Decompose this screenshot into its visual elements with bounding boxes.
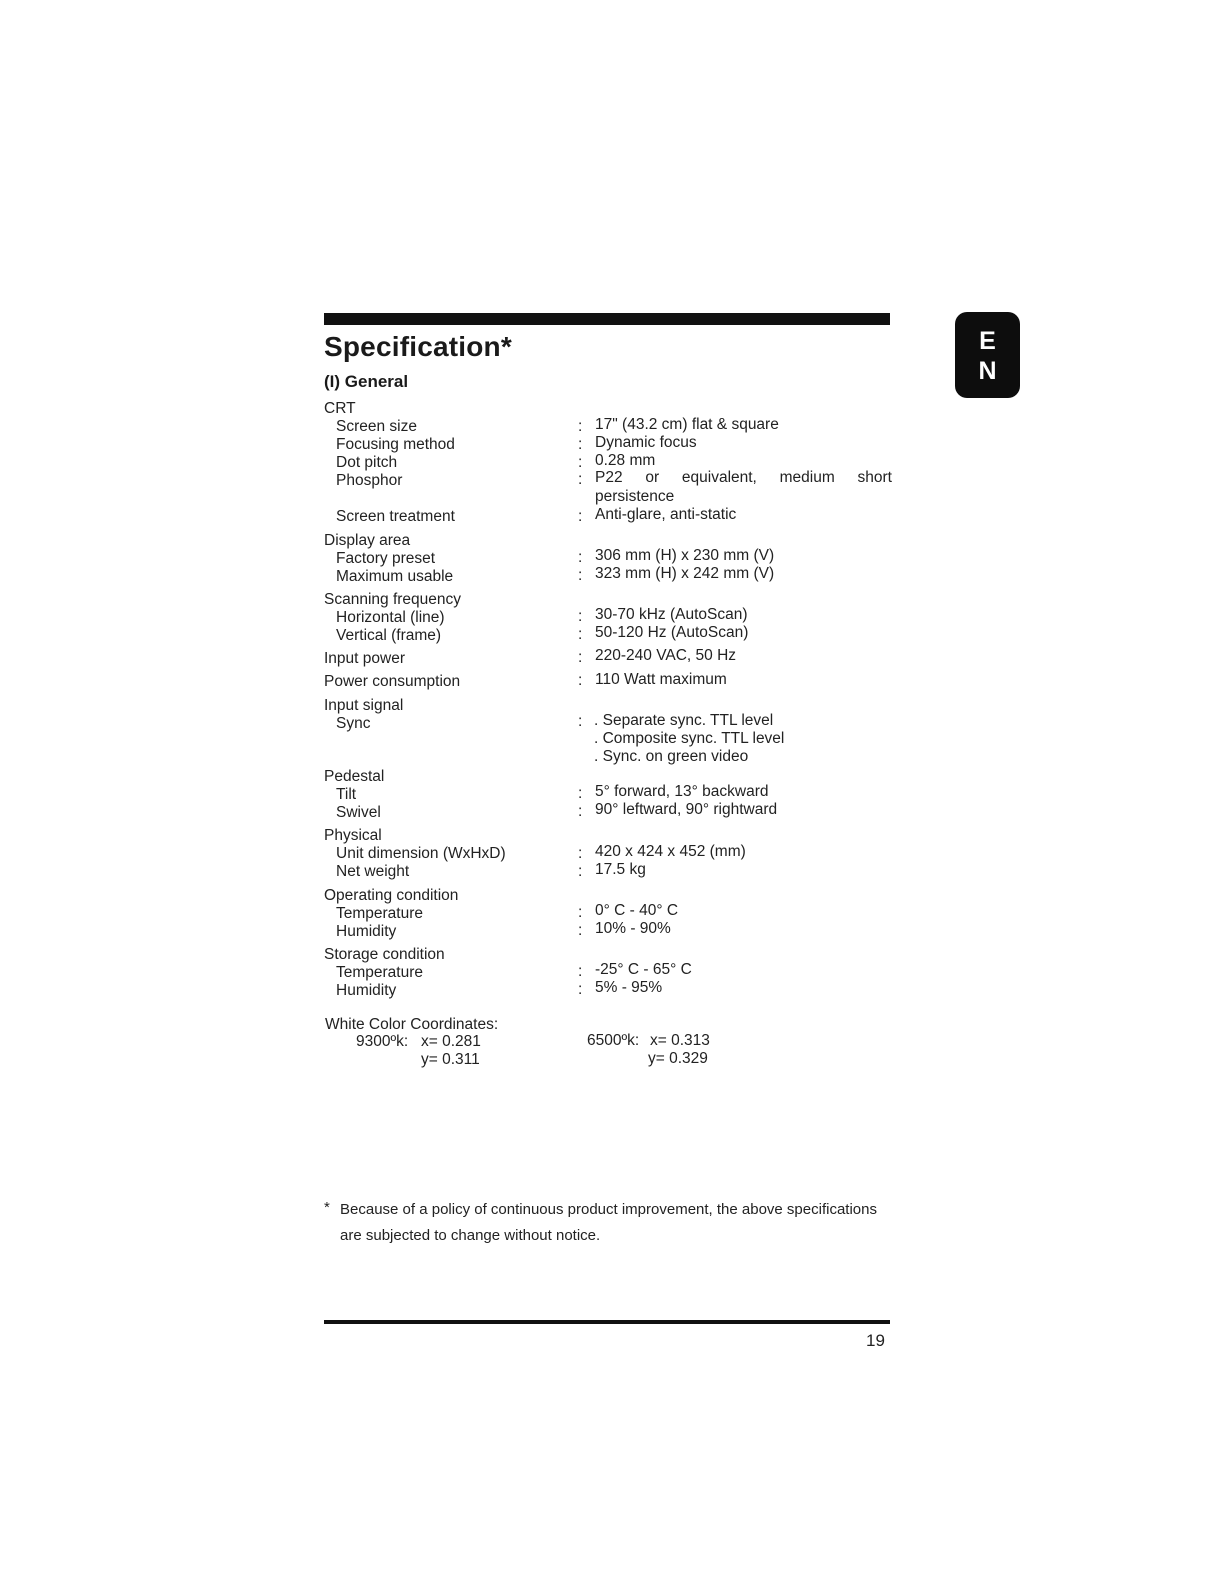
group-label-crt: CRT bbox=[324, 400, 356, 417]
spec-value: 30-70 kHz (AutoScan) bbox=[595, 606, 748, 623]
spec-value-word: or bbox=[645, 469, 660, 486]
spec-label: Phosphor bbox=[336, 472, 403, 489]
spec-value: 0° C - 40° C bbox=[595, 902, 679, 919]
coord-6500k-y: y= 0.329 bbox=[648, 1050, 708, 1067]
spec-label: Temperature bbox=[336, 905, 424, 922]
spec-label: Factory preset bbox=[336, 550, 436, 567]
coord-9300k-x: x= 0.281 bbox=[421, 1033, 481, 1050]
spec-value: 306 mm (H) x 230 mm (V) bbox=[595, 547, 775, 564]
footnote-marker: * bbox=[324, 1199, 330, 1216]
language-tab-letter: N bbox=[978, 357, 997, 385]
spec-label: Maximum usable bbox=[336, 568, 454, 585]
spec-value: 10% - 90% bbox=[595, 920, 671, 937]
separator: : bbox=[578, 471, 583, 488]
group-label-operating-condition: Operating condition bbox=[324, 887, 459, 904]
separator: : bbox=[578, 803, 583, 820]
spec-value: Dynamic focus bbox=[595, 434, 697, 451]
spec-value: 110 Watt maximum bbox=[595, 671, 727, 688]
spec-label: Vertical (frame) bbox=[336, 627, 442, 644]
group-label-input-signal: Input signal bbox=[324, 697, 404, 714]
separator: : bbox=[578, 922, 583, 939]
spec-value: . Sync. on green video bbox=[594, 748, 749, 765]
spec-label: Sync bbox=[336, 715, 371, 732]
spec-value-word: short bbox=[857, 469, 892, 486]
spec-value: 50-120 Hz (AutoScan) bbox=[595, 624, 749, 641]
spec-value: 220-240 VAC, 50 Hz bbox=[595, 647, 737, 664]
spec-value-phosphor bbox=[595, 469, 892, 487]
separator: : bbox=[578, 785, 583, 802]
spec-value-word: medium bbox=[779, 469, 835, 486]
page-number: 19 bbox=[866, 1331, 885, 1350]
group-label-physical: Physical bbox=[324, 827, 382, 844]
spec-label: Humidity bbox=[336, 982, 397, 999]
spec-value: -25° C - 65° C bbox=[595, 961, 692, 978]
separator: : bbox=[578, 904, 583, 921]
separator: : bbox=[578, 508, 583, 525]
spec-value: 17" (43.2 cm) flat & square bbox=[595, 416, 779, 433]
spec-value: persistence bbox=[595, 488, 675, 505]
separator: : bbox=[578, 845, 583, 862]
spec-label: Dot pitch bbox=[336, 454, 398, 471]
separator: : bbox=[578, 963, 583, 980]
spec-label: Temperature bbox=[336, 964, 424, 981]
group-label-scanning-frequency: Scanning frequency bbox=[324, 591, 462, 608]
footnote-text: Because of a policy of continuous product improvement, the above specifications are subjected to change without notice. bbox=[340, 1201, 877, 1244]
spec-label: Net weight bbox=[336, 863, 410, 880]
coord-9300k-y: y= 0.311 bbox=[421, 1051, 480, 1068]
spec-value-word: equivalent, bbox=[681, 469, 757, 486]
page-title: Specification* bbox=[324, 331, 512, 362]
top-rule bbox=[324, 313, 890, 325]
separator: : bbox=[578, 549, 583, 566]
separator: : bbox=[578, 567, 583, 584]
separator: : bbox=[578, 672, 583, 689]
language-tab bbox=[955, 312, 1020, 398]
spec-value: . Composite sync. TTL level bbox=[594, 730, 785, 747]
separator: : bbox=[578, 418, 583, 435]
coord-6500k-x: x= 0.313 bbox=[650, 1032, 710, 1049]
separator: : bbox=[578, 608, 583, 625]
bottom-rule bbox=[324, 1320, 890, 1324]
spec-label: Screen treatment bbox=[336, 508, 455, 525]
spec-label: Tilt bbox=[336, 786, 357, 803]
spec-value-word: P22 bbox=[595, 469, 623, 486]
spec-value: 0.28 mm bbox=[595, 452, 656, 469]
spec-label: Focusing method bbox=[336, 436, 455, 453]
separator: : bbox=[578, 649, 583, 666]
group-label-storage-condition: Storage condition bbox=[324, 946, 445, 963]
section-heading: (I) General bbox=[324, 372, 409, 391]
spec-label: Unit dimension (WxHxD) bbox=[336, 845, 506, 862]
separator: : bbox=[578, 626, 583, 643]
footnote bbox=[324, 1197, 894, 1249]
group-label-pedestal: Pedestal bbox=[324, 768, 385, 785]
spec-value: 5° forward, 13° backward bbox=[595, 783, 769, 800]
separator: : bbox=[578, 981, 583, 998]
white-color-coordinates-label: White Color Coordinates: bbox=[325, 1016, 499, 1033]
separator: : bbox=[578, 454, 583, 471]
spec-value: 5% - 95% bbox=[595, 979, 663, 996]
spec-value: 420 x 424 x 452 (mm) bbox=[595, 843, 746, 860]
language-tab-letter: E bbox=[979, 327, 996, 355]
spec-label: Screen size bbox=[336, 418, 417, 435]
spec-label: Swivel bbox=[336, 804, 381, 821]
spec-value: 17.5 kg bbox=[595, 861, 646, 878]
separator: : bbox=[578, 713, 583, 730]
coord-9300k-label: 9300ºk: bbox=[356, 1033, 409, 1050]
coord-6500k-label: 6500ºk: bbox=[587, 1032, 640, 1049]
group-label-display-area: Display area bbox=[324, 532, 411, 549]
spec-label: Horizontal (line) bbox=[336, 609, 445, 626]
spec-label: Humidity bbox=[336, 923, 397, 940]
separator: : bbox=[578, 436, 583, 453]
group-label-power-consumption: Power consumption bbox=[324, 673, 461, 690]
separator: : bbox=[578, 863, 583, 880]
spec-value: Anti-glare, anti-static bbox=[595, 506, 737, 523]
spec-value: 323 mm (H) x 242 mm (V) bbox=[595, 565, 775, 582]
group-label-input-power: Input power bbox=[324, 650, 405, 667]
spec-value: . Separate sync. TTL level bbox=[594, 712, 774, 729]
spec-value: 90° leftward, 90° rightward bbox=[595, 801, 778, 818]
